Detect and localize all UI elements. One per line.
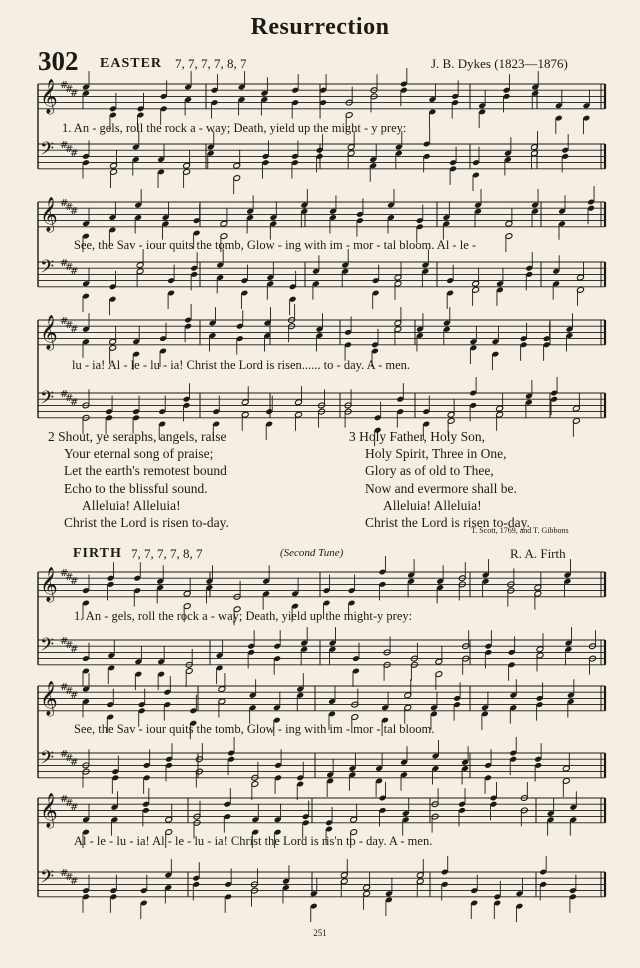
second-tune-meter: 7, 7, 7, 7, 8, 7 xyxy=(131,546,203,561)
svg-text:#: # xyxy=(60,316,69,327)
bass-clef-icon: 𝄢 xyxy=(40,388,55,413)
verse-line: 3 Holy Father, Holy Son, xyxy=(349,429,485,444)
svg-text:#: # xyxy=(70,266,79,277)
svg-text:#: # xyxy=(65,393,74,404)
svg-text:#: # xyxy=(60,682,69,693)
svg-text:#: # xyxy=(70,644,79,655)
svg-text:#: # xyxy=(70,757,79,768)
svg-text:#: # xyxy=(70,802,79,813)
lyric-line: lu - ia! Al - le - lu - ia! Christ the Lord is risen...... to - day. A - men. xyxy=(72,358,411,372)
svg-text:#: # xyxy=(65,202,74,213)
page-number: 251 xyxy=(313,928,327,938)
verse-line: Your eternal song of praise; xyxy=(64,446,214,462)
svg-text:#: # xyxy=(65,144,74,155)
lyric-line: Al - le - lu - ia! Al - le - lu - ia! Christ the Lord is ris'n to - day. A - men. xyxy=(74,834,433,848)
svg-text:#: # xyxy=(65,686,74,697)
treble-clef-icon: 𝄞 xyxy=(40,681,58,716)
lyric-line: 1. An - gels, roll the rock a - way; Death, yield up the might-y prey: xyxy=(74,609,413,623)
verse-line: Christ the Lord is risen to-day. xyxy=(365,515,530,531)
svg-text:#: # xyxy=(60,80,69,91)
treble-clef-icon: 𝄞 xyxy=(40,567,58,602)
svg-text:#: # xyxy=(60,389,69,400)
svg-text:#: # xyxy=(65,572,74,583)
text-credit: T. Scott, 1769, and T. Gibbons xyxy=(471,526,569,535)
lyric-line: See, the Sav - iour quits the tomb, Glow - ing with im - mor - tal bloom. xyxy=(74,722,435,736)
bass-clef-icon: 𝄢 xyxy=(40,257,55,282)
verse-line: Let the earth's remotest bound xyxy=(64,463,227,479)
lyric-line: See, the Sav - iour quits the tomb, Glow - ing with im - mor - tal bloom. Al - le - xyxy=(74,238,477,252)
bass-clef-icon: 𝄢 xyxy=(40,139,55,164)
page-title: Resurrection xyxy=(250,14,390,40)
svg-text:#: # xyxy=(70,324,79,335)
verse-2 xyxy=(48,428,229,531)
svg-text:#: # xyxy=(60,198,69,209)
verse-line: Alleluia! Alleluia! xyxy=(82,497,181,513)
verse-line: Glory as of old to Thee, xyxy=(365,463,494,479)
lyric-line: 1. An - gels, roll the rock a - way; Death, yield up the might - y prey: xyxy=(62,121,407,135)
svg-text:#: # xyxy=(70,148,79,159)
composer: J. B. Dykes (1823—1876) xyxy=(431,56,568,71)
svg-text:#: # xyxy=(60,636,69,647)
svg-text:#: # xyxy=(60,140,69,151)
verse-line: Christ the Lord is risen to-day. xyxy=(64,515,229,531)
svg-text:#: # xyxy=(60,258,69,269)
treble-clef-icon: 𝄞 xyxy=(40,793,58,828)
svg-text:#: # xyxy=(60,749,69,760)
svg-text:#: # xyxy=(60,794,69,805)
svg-text:#: # xyxy=(70,690,79,701)
second-tune-label: (Second Tune) xyxy=(280,547,344,559)
verse-line: Holy Spirit, Three in One, xyxy=(365,446,507,462)
svg-text:#: # xyxy=(65,320,74,331)
svg-text:#: # xyxy=(65,84,74,95)
svg-text:#: # xyxy=(60,568,69,579)
tune-name: EASTER xyxy=(100,56,163,71)
svg-text:#: # xyxy=(70,576,79,587)
second-tune-name: FIRTH xyxy=(73,546,122,561)
treble-clef-icon: 𝄞 xyxy=(40,197,58,232)
verse-line: Alleluia! Alleluia! xyxy=(383,497,482,513)
svg-text:#: # xyxy=(65,262,74,273)
verse-line: 2 Shout, ye seraphs, angels, raise xyxy=(48,429,227,444)
svg-text:#: # xyxy=(70,876,79,887)
treble-clef-icon: 𝄞 xyxy=(40,315,58,350)
svg-text:#: # xyxy=(65,640,74,651)
svg-text:#: # xyxy=(70,397,79,408)
hymn-number: 302 xyxy=(38,46,79,76)
second-tune-composer: R. A. Firth xyxy=(510,546,566,561)
meter: 7, 7, 7, 7, 8, 7 xyxy=(175,56,247,71)
verse-3 xyxy=(349,428,530,531)
svg-text:#: # xyxy=(70,88,79,99)
svg-text:#: # xyxy=(65,753,74,764)
svg-text:#: # xyxy=(65,798,74,809)
verse-line: Echo to the blissful sound. xyxy=(64,480,208,496)
svg-text:#: # xyxy=(70,206,79,217)
bass-clef-icon: 𝄢 xyxy=(40,748,55,773)
svg-text:#: # xyxy=(60,868,69,879)
bass-clef-icon: 𝄢 xyxy=(40,635,55,660)
svg-text:#: # xyxy=(65,872,74,883)
bass-clef-icon: 𝄢 xyxy=(40,867,55,892)
treble-clef-icon: 𝄞 xyxy=(40,79,58,114)
verse-line: Now and evermore shall be. xyxy=(365,480,517,496)
